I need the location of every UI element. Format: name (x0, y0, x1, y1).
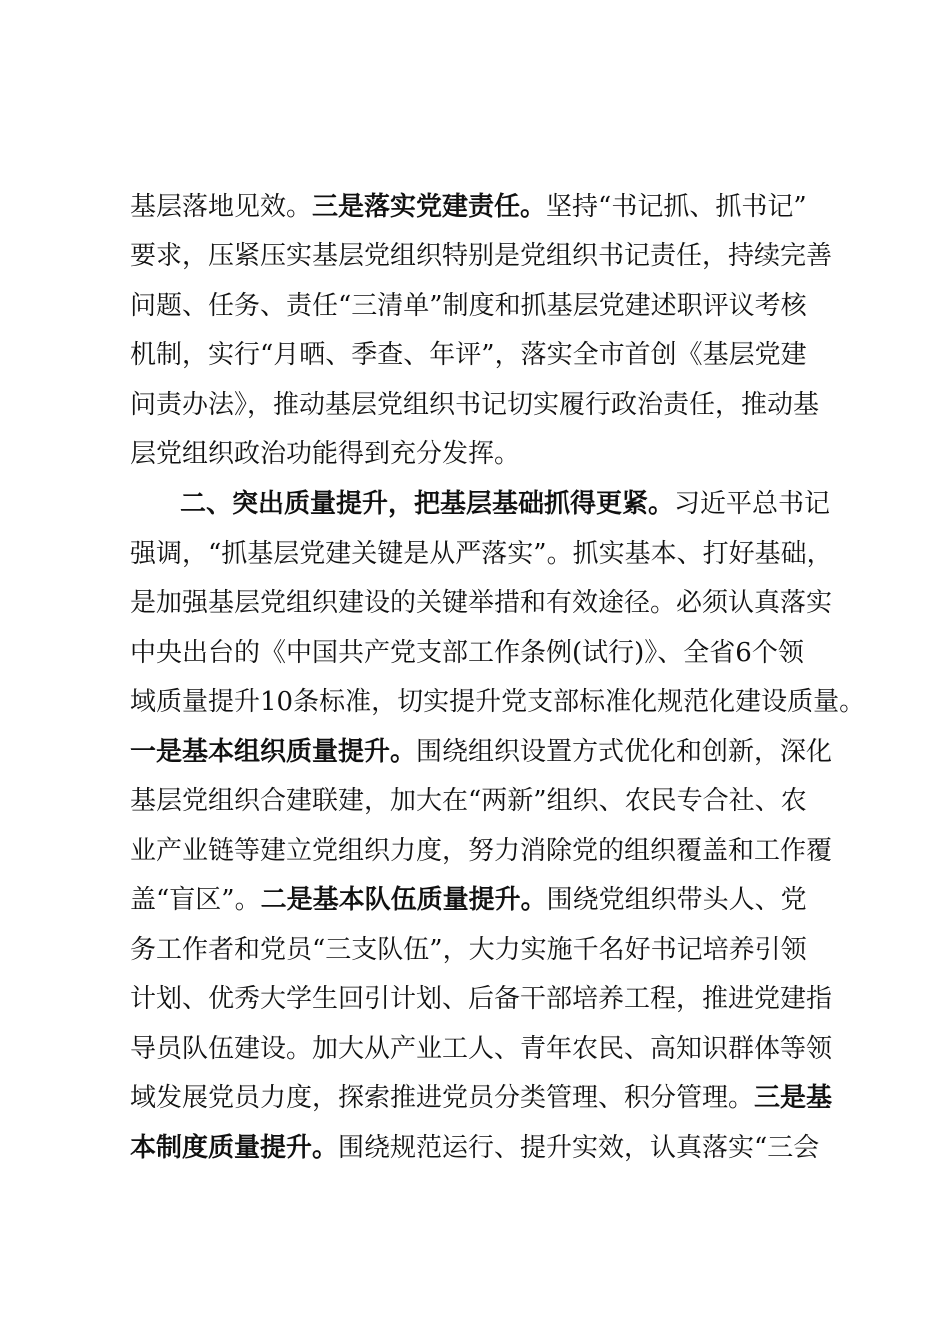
text-span: 基层党组织合建联建，加大在“两新”组织、农民专合社、农 (130, 786, 807, 816)
text-line (130, 732, 832, 772)
text-span: 围绕组织设置方式优化和创新，深化 (416, 737, 833, 767)
text-span: 问责办法》，推动基层党组织书记切实履行政治责任，推动基 (130, 390, 820, 420)
text-line (130, 880, 807, 920)
text-span: 机制，实行“月晒、季查、年评”，落实全市首创《基层党建 (130, 340, 807, 370)
text-line (130, 1029, 832, 1069)
text-line (130, 682, 865, 722)
text-line (130, 979, 832, 1019)
text-line (130, 633, 804, 673)
text-line (130, 236, 832, 276)
text-line (130, 286, 807, 326)
text-span: 强调，“抓基层党建关键是从严落实”。抓实基本、打好基础， (130, 539, 833, 569)
text-span: 务工作者和党员“三支队伍”，大力实施千名好书记培养引领 (130, 935, 807, 965)
text-span: 域质量提升10条标准，切实提升党支部标准化规范化建设质量。 (130, 687, 866, 717)
section-heading: 二、突出质量提升，把基层基础抓得更紧。 (180, 489, 675, 519)
text-line (130, 781, 807, 821)
text-span: 计划、优秀大学生回引计划、后备干部培养工程，推进党建指 (130, 984, 833, 1014)
text-line (130, 583, 832, 623)
text-line (130, 335, 807, 375)
bold-span: 三是基 (754, 1083, 833, 1113)
text-line (130, 434, 520, 474)
bold-span: 三是落实党建责任。 (312, 192, 547, 222)
text-line (130, 187, 807, 227)
bold-span: 本制度质量提升。 (130, 1133, 339, 1163)
text-span: 业产业链等建立党组织力度，努力消除党的组织覆盖和工作覆 (130, 836, 833, 866)
text-span: 盖“盲区”。 (130, 885, 261, 915)
text-line (130, 831, 832, 871)
text-line (130, 930, 807, 970)
text-span: 要求，压紧压实基层党组织特别是党组织书记责任，持续完善 (130, 241, 833, 271)
bold-span: 一是基本组织质量提升。 (130, 737, 417, 767)
text-span: 坚持“书记抓、抓书记” (546, 192, 807, 222)
text-span: 导员队伍建设。加大从产业工人、青年农民、高知识群体等领 (130, 1034, 833, 1064)
text-span: 层党组织政治功能得到充分发挥。 (130, 439, 521, 469)
bold-span: 二是基本队伍质量提升。 (260, 885, 547, 915)
text-span: 基层落地见效。 (130, 192, 313, 222)
text-line (130, 1078, 832, 1118)
text-span: 围绕规范运行、提升实效，认真落实“三会 (338, 1133, 820, 1163)
text-span: 中央出台的《中国共产党支部工作条例(试行)》、全省6个领 (130, 638, 804, 668)
text-span: 问题、任务、责任“三清单”制度和抓基层党建述职评议考核 (130, 291, 807, 321)
text-span: 域发展党员力度，探索推进党员分类管理、积分管理。 (130, 1083, 755, 1113)
text-line (130, 1128, 819, 1168)
text-line (130, 385, 819, 425)
text-span: 习近平总书记 (674, 489, 831, 519)
text-line (130, 534, 833, 574)
text-span: 是加强基层党组织建设的关键举措和有效途径。必须认真落实 (130, 588, 833, 618)
text-span: 围绕党组织带头人、党 (546, 885, 807, 915)
text-line (180, 484, 830, 524)
